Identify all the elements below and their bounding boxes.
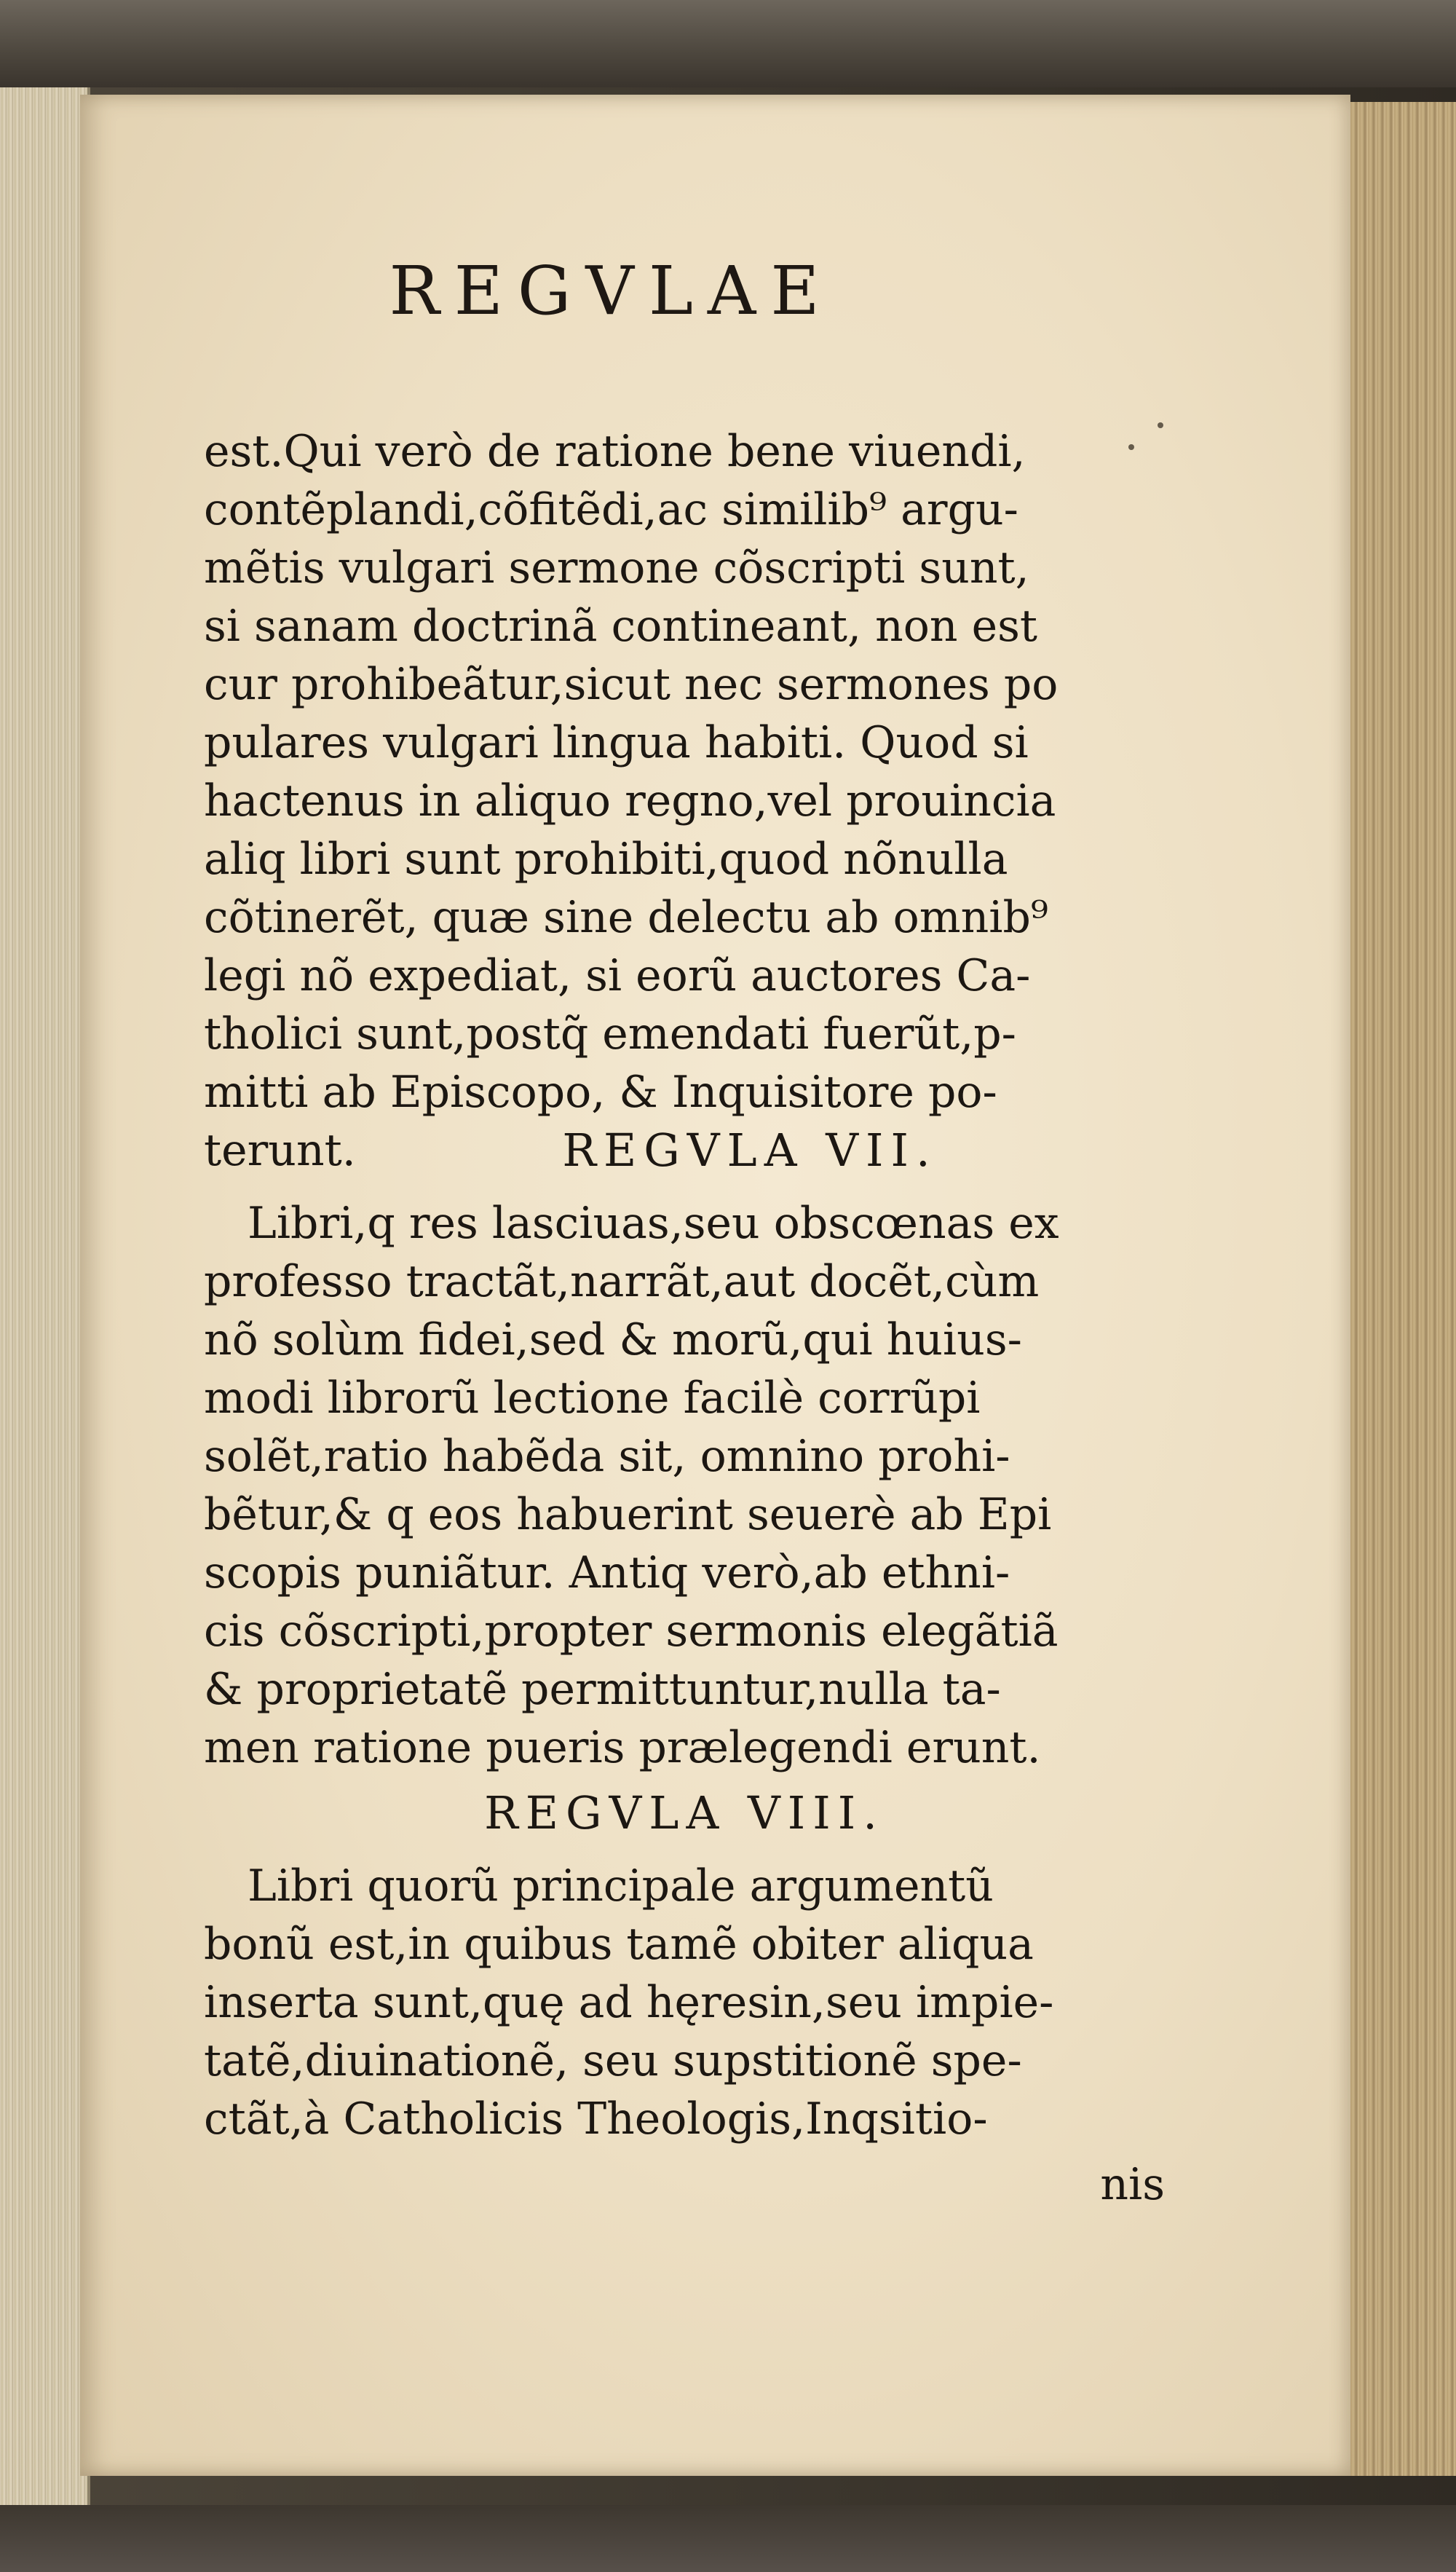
text-line: mitti ab Episcopo, & Inquisitore po- [204, 1067, 997, 1118]
right-page-edges [1347, 102, 1456, 2476]
text-line: & proprietatẽ permittuntur,nulla ta- [204, 1664, 1001, 1715]
text-line: tholici sunt,postq̃ emendati fuerũt,p- [204, 1009, 1016, 1060]
text-line: hactenus in aliquo regno,vel prouincia [204, 776, 1056, 827]
text-line: mẽtis vulgari sermone cõscripti sunt, [204, 543, 1029, 593]
printed-page [80, 95, 1350, 2476]
catchword: nis [1100, 2159, 1165, 2210]
text-line: inserta sunt,quę ad hęresin,seu impie- [204, 1977, 1054, 2028]
text-line: professo tractãt,narrãt,aut docẽt,cùm [204, 1256, 1040, 1307]
text-line: contẽplandi,cõfitẽdi,ac similib⁹ argu- [204, 484, 1018, 535]
text-line: aliq libri sunt prohibiti,quod nõnulla [204, 834, 1008, 885]
text-line: si sanam doctrinã contineant, non est [204, 601, 1037, 652]
text-line: nõ solùm fidei,sed & morũ,qui huius- [204, 1314, 1022, 1365]
text-line: est.Qui verò de ratione bene viuendi, [204, 426, 1026, 477]
text-line: bẽtur,& q eos habuerint seuerè ab Epi [204, 1489, 1052, 1540]
ink-speck [1158, 422, 1163, 428]
text-line: modi librorũ lectione facilè corrũpi [204, 1373, 981, 1424]
text-line: ctãt,à Catholicis Theologis,Inqsitio- [204, 2094, 988, 2145]
text-line: legi nõ expediat, si eorũ auctores Ca- [204, 950, 1031, 1001]
text-line: cur prohibeãtur,sicut nec sermones po [204, 659, 1059, 710]
text-line: Libri quorũ principale argumentũ [248, 1861, 994, 1912]
ink-speck [1128, 444, 1134, 450]
text-line: tatẽ,diuinationẽ, seu supstitionẽ spe- [204, 2035, 1022, 2086]
text-line: terunt. [204, 1125, 356, 1176]
text-line: pulares vulgari lingua habiti. Quod si [204, 717, 1029, 768]
regula-vii-heading: REGVLA VII. [562, 1124, 938, 1177]
text-line: cis cõscripti,propter sermonis elegãtiã [204, 1606, 1059, 1657]
text-line: solẽt,ratio habẽda sit, omnino prohi- [204, 1431, 1010, 1482]
text-line: bonũ est,in quibus tamẽ obiter aliqua [204, 1919, 1034, 1970]
text-line: Libri,q res lasciuas,seu obscœnas ex [248, 1198, 1059, 1249]
running-head: REGVLAE [389, 252, 834, 330]
regula-viii-heading: REGVLA VIII. [484, 1786, 885, 1839]
left-page-edges [0, 87, 90, 2505]
text-line: men ratione pueris prælegendi erunt. [204, 1722, 1041, 1773]
text-line: cõtinerẽt, quæ sine delectu ab omnib⁹ [204, 892, 1048, 943]
book-bottom-edge [0, 2505, 1456, 2572]
book-top-edge [0, 0, 1456, 87]
text-line: scopis puniãtur. Antiq verò,ab ethni- [204, 1547, 1010, 1598]
